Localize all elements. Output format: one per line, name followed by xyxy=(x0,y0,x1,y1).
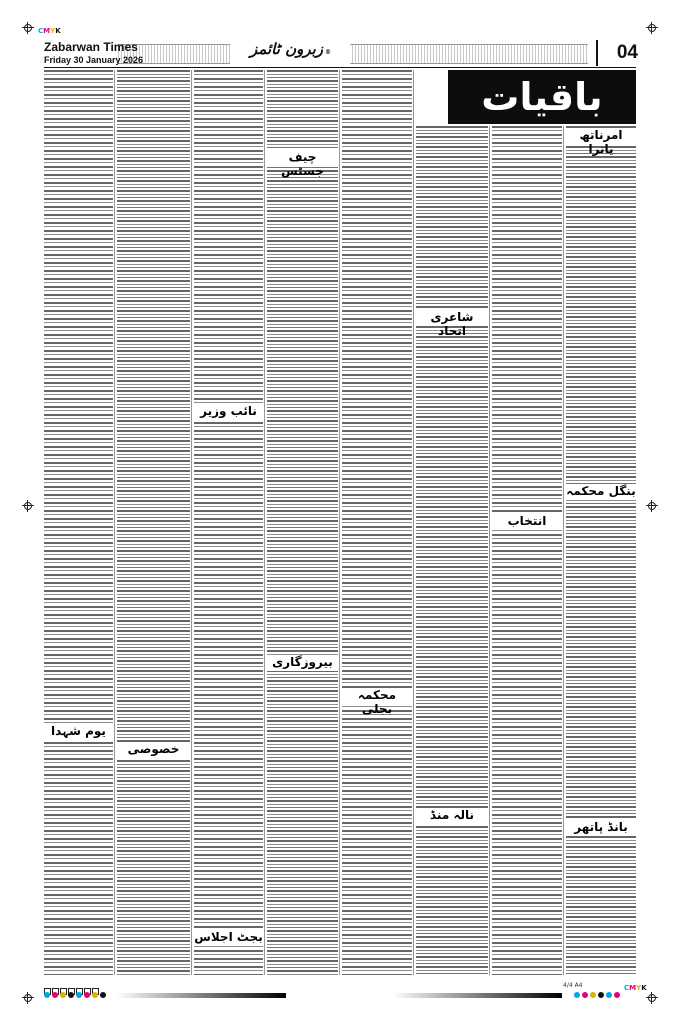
column-6 xyxy=(416,126,488,975)
column-divider xyxy=(563,126,564,975)
heading-bandh: بانڈ پاتھر xyxy=(566,820,636,836)
column-8 xyxy=(566,126,636,975)
column-divider xyxy=(339,70,340,975)
heading-khusoosi: خصوصی xyxy=(117,742,190,758)
registration-mark-top-left xyxy=(22,22,34,34)
masthead-english xyxy=(44,40,143,65)
registration-mark-top-right xyxy=(646,22,658,34)
issue-date: Friday 30 January 2026 xyxy=(44,55,144,65)
heading-intakhab: انتخاب xyxy=(492,514,562,530)
column-divider xyxy=(413,70,414,975)
color-bar-left xyxy=(44,992,108,998)
cmyk-label-bottom: CMYK xyxy=(624,984,647,992)
heading-yaum: یوم شہدا xyxy=(44,724,113,740)
gray-ramp-left xyxy=(116,993,286,998)
registration-mark-bottom-right xyxy=(646,992,658,1004)
column-divider xyxy=(191,70,192,975)
heading-budget: بجٹ اجلاس xyxy=(194,930,263,944)
footer-mark: 4/4 A4 xyxy=(563,982,583,989)
page-number: 04 xyxy=(596,40,638,66)
column-1 xyxy=(44,70,113,975)
heading-naib-wazir: نائب وزیر xyxy=(194,404,263,420)
column-7 xyxy=(492,126,562,975)
masthead-rule xyxy=(44,67,636,68)
heading-amarnath: امرناتھ یاترا xyxy=(566,128,636,144)
registration-mark-mid-left xyxy=(22,500,34,512)
heading-nanga: بنگل محکمہ xyxy=(566,484,636,498)
column-2 xyxy=(117,70,190,975)
heading-berozgari: بیروزگاری xyxy=(267,655,338,671)
column-3 xyxy=(194,70,263,975)
column-5 xyxy=(342,70,412,975)
heading-mahkama: محکمہ بجلی xyxy=(342,688,412,704)
color-bar-right xyxy=(574,992,622,998)
gray-ramp-right xyxy=(392,993,562,998)
newspaper-name: Zabarwan Times xyxy=(44,40,138,54)
column-divider xyxy=(264,70,265,975)
heading-chief-justice: چیف جسٹس xyxy=(267,150,338,166)
masthead-band xyxy=(118,44,588,64)
column-divider xyxy=(114,70,115,975)
column-divider xyxy=(489,126,490,975)
registration-mark-bottom-left xyxy=(22,992,34,1004)
heading-shairi: شاعری اتحاد xyxy=(416,310,488,326)
masthead-urdu: زبرون ٹائمز ® xyxy=(250,40,332,58)
registration-mark-mid-right xyxy=(646,500,658,512)
section-banner: باقیات xyxy=(448,70,636,124)
column-4 xyxy=(267,70,338,975)
heading-naalamand: نالہ منڈ xyxy=(416,808,488,824)
cmyk-label-top: CMYK xyxy=(38,27,61,35)
